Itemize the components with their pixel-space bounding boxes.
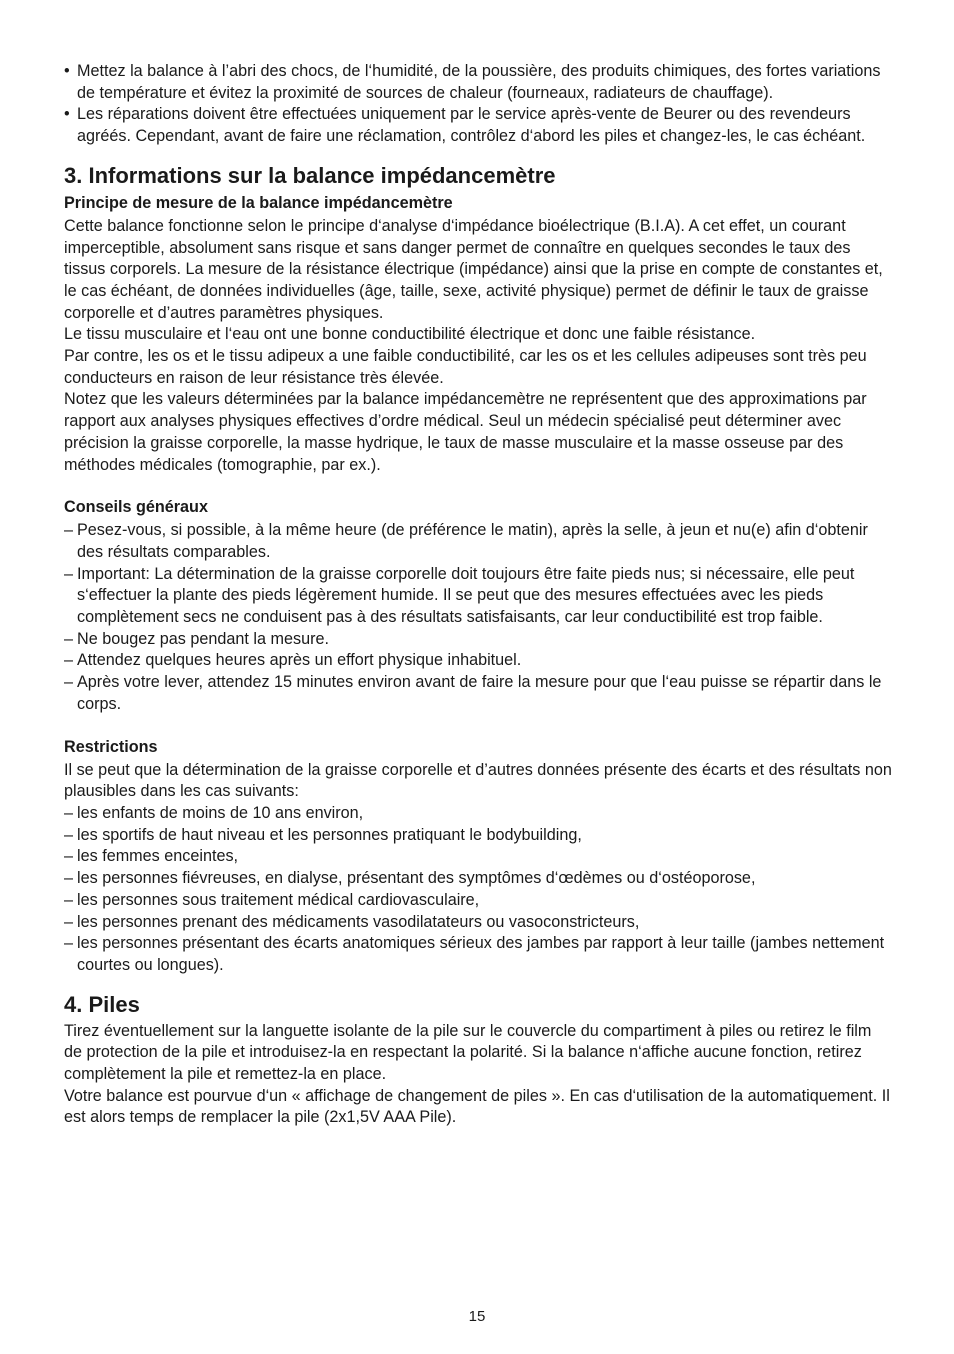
- list-item: – Pesez-vous, si possible, à la même heure (de préférence le matin), après la selle, à jeun et nu(e) afin d‘obtenir des résultats comparables.: [64, 520, 892, 563]
- advice-subheading: Conseils généraux: [64, 498, 208, 517]
- restrictions-list: [64, 803, 892, 977]
- list-item: – les personnes sous traitement médical cardiovasculaire,: [64, 890, 892, 912]
- section-3-heading: 3. Informations sur la balance impédancemètre: [64, 162, 556, 188]
- section-4-heading: 4. Piles: [64, 991, 140, 1017]
- batteries-paragraph: Votre balance est pourvue d‘un « affichage de changement de piles ». En cas d‘utilisation de la automatiquement. Il est alors temps de remplacer la pile (2x1,5V AAA Pile).: [64, 1086, 890, 1127]
- principle-paragraph: Le tissu musculaire et l‘eau ont une bonne conductibilité électrique et donc une faible résistance.: [64, 325, 756, 344]
- list-item: – les sportifs de haut niveau et les personnes pratiquant le bodybuilding,: [64, 825, 892, 847]
- restrictions-subheading: Restrictions: [64, 737, 158, 756]
- list-item: • Les réparations doivent être effectuées uniquement par le service après-vente de Beurer ou des revendeurs agréés. Cependant, avant de faire une réclamation, contrôlez d‘abord les piles et changez-les, le cas échéant.: [64, 104, 892, 147]
- principle-paragraph: Notez que les valeurs déterminées par la balance impédancemètre ne représentent que des approximations par rapport aux analyses physiques effectives d’ordre médical. Seul un médecin spécialisé peut déterminer avec précision la graisse corporelle, la masse hydrique, le taux de masse musculaire et la masse osseuse par des méthodes médicales (tomographie, par ex.).: [64, 390, 867, 474]
- restrictions-intro: Il se peut que la détermination de la graisse corporelle et d’autres données présente des écarts et des résultats non plausibles dans les cas suivants:: [64, 760, 892, 801]
- list-item: – Ne bougez pas pendant la mesure.: [64, 629, 892, 651]
- advice-list: [64, 520, 892, 715]
- page-number: 15: [468, 1308, 486, 1325]
- list-item: – les personnes présentant des écarts anatomiques sérieux des jambes par rapport à leur taille (jambes nettement courtes ou longues).: [64, 933, 892, 976]
- list-item: – Important: La détermination de la graisse corporelle doit toujours être faite pieds nus; si nécessaire, elle peut s‘effectuer la plante des pieds légèrement humide. Il se peut que des mesures effectuées avec les pieds complètement secs ne conduisent pas à des résultats satisfaisants, car leur conductibilité est trop faible.: [64, 564, 892, 629]
- list-item: – Attendez quelques heures après un effort physique inhabituel.: [64, 650, 892, 672]
- list-item: – les femmes enceintes,: [64, 846, 892, 868]
- list-item: – les personnes fiévreuses, en dialyse, présentant des symptômes d‘œdèmes ou d‘ostéoporose,: [64, 868, 892, 890]
- list-item: – les enfants de moins de 10 ans environ,: [64, 803, 892, 825]
- principle-paragraph: Par contre, les os et le tissu adipeux a une faible conductibilité, car les os et les cellules adipeuses sont très peu conducteurs en raison de leur résistance très élevée.: [64, 347, 867, 387]
- intro-bullet-list: [64, 61, 892, 148]
- principle-subheading: Principe de mesure de la balance impédancemètre: [64, 193, 453, 212]
- list-item: – Après votre lever, attendez 15 minutes environ avant de faire la mesure pour que l‘eau puisse se répartir dans le corps.: [64, 672, 892, 715]
- list-item: • Mettez la balance à l’abri des chocs, de l‘humidité, de la poussière, des produits chimiques, des fortes variations de température et évitez la proximité de sources de chaleur (fourneaux, radiateurs de chauffage).: [64, 61, 892, 104]
- document-page: [64, 61, 892, 1129]
- principle-paragraph: Cette balance fonctionne selon le principe d‘analyse d‘impédance bioélectrique (B.I.A). A cet effet, un courant imperceptible, absolument sans risque et sans danger permet de connaître en quelques secondes le taux des tissus corporels. La mesure de la résistance électrique (impédance) ainsi que la prise en compte de constantes et, le cas échéant, de données individuelles (âge, taille, sexe, activité physique) permet de définir le taux de graisse corporelle et d’autres paramètres physiques.: [64, 216, 883, 322]
- list-item: – les personnes prenant des médicaments vasodilatateurs ou vasoconstricteurs,: [64, 912, 892, 934]
- batteries-paragraph: Tirez éventuellement sur la languette isolante de la pile sur le couvercle du compartiment à piles ou retirez le film de protection de la pile et introduisez-la en respectant la polarité. Si la balance n‘affiche aucune fonction, retirez complètement la pile et remettez-la en place.: [64, 1021, 872, 1084]
